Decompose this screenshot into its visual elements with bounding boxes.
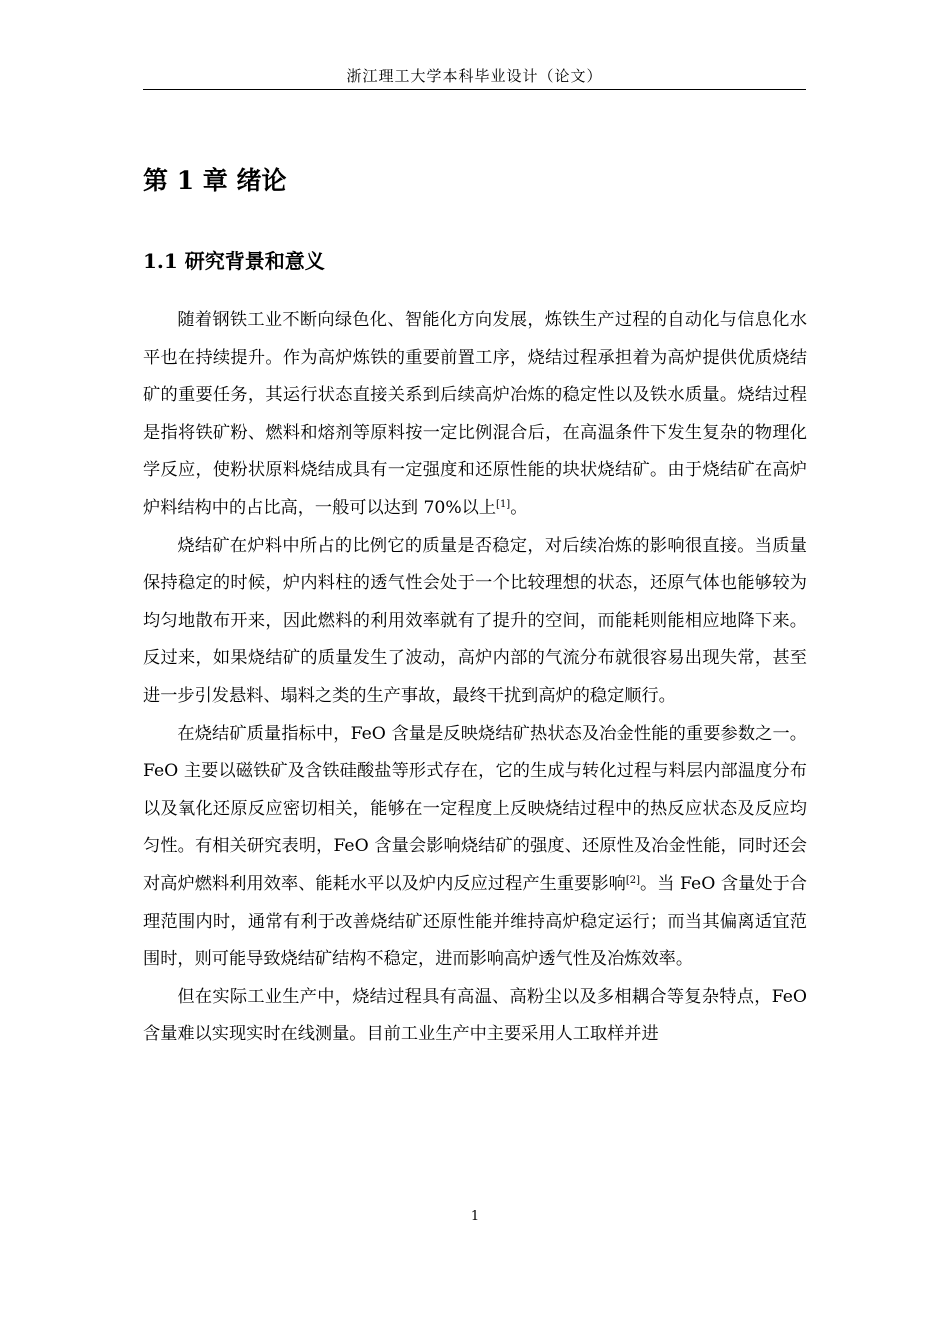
paragraph-3-text: 在烧结矿质量指标中，FeO 含量是反映烧结矿热状态及冶金性能的重要参数之一。FeO 主要以磁铁矿及含铁硅酸盐等形式存在，它的生成与转化过程与料层内部温度分布以及氧化还原反应密切相关，能够在一定程度上反映烧结过程中的热反应状态及反应均匀性。有相关研究表明，FeO 含量会影响烧结矿的强度、还原性及冶金性能，同时还会对高炉燃料利用效率、能耗水平以及炉内反应过程产生重要影响 bbox=[143, 723, 807, 894]
chapter-title: 第 1 章 绪论 bbox=[143, 166, 287, 195]
section-title: 1.1 研究背景和意义 bbox=[143, 249, 325, 273]
paragraph-3 bbox=[143, 716, 807, 979]
paragraph-4: 但在实际工业生产中，烧结过程具有高温、高粉尘以及多相耦合等复杂特点，FeO 含量难以实现实时在线测量。目前工业生产中主要采用人工取样并进 bbox=[143, 986, 807, 1045]
running-header: 浙江理工大学本科毕业设计（论文） bbox=[346, 67, 603, 85]
header-rule bbox=[143, 89, 806, 90]
paragraph-2: 烧结矿在炉料中所占的比例它的质量是否稳定，对后续冶炼的影响很直接。当质量保持稳定的时候，炉内料柱的透气性会处于一个比较理想的状态，还原气体也能够较为均匀地散布开来，因此燃料的利用效率就有了提升的空间，而能耗则能相应地降下来。反过来，如果烧结矿的质量发生了波动，高炉内部的气流分布就很容易出现失常，甚至进一步引发悬料、塌料之类的生产事故，最终干扰到高炉的稳定顺行。 bbox=[143, 535, 807, 706]
citation-2: [2] bbox=[625, 874, 640, 886]
paragraph-3-tail: 。当 FeO 含量处于合理范围内时，通常有利于改善烧结矿还原性能并维持高炉稳定运行；而当其偏离适宜范围时，则可能导致烧结矿结构不稳定，进而影响高炉透气性及冶炼效率。 bbox=[143, 873, 807, 970]
paragraph-1-text: 随着钢铁工业不断向绿色化、智能化方向发展，炼铁生产过程的自动化与信息化水平也在持续提升。作为高炉炼铁的重要前置工序，烧结过程承担着为高炉提供优质烧结矿的重要任务，其运行状态直接关系到后续高炉冶炼的稳定性以及铁水质量。烧结过程是指将铁矿粉、燃料和熔剂等原料按一定比例混合后，在高温条件下发生复杂的物理化学反应，使粉状原料烧结成具有一定强度和还原性能的块状烧结矿。由于烧结矿在高炉炉料结构中的占比高，一般可以达到 70%以上 bbox=[143, 310, 807, 518]
page-number: 1 bbox=[470, 1209, 480, 1224]
paragraph-1-tail: 。 bbox=[510, 497, 528, 518]
paragraph-1 bbox=[143, 302, 807, 528]
citation-1: [1] bbox=[496, 498, 511, 510]
body-text bbox=[143, 302, 807, 1054]
